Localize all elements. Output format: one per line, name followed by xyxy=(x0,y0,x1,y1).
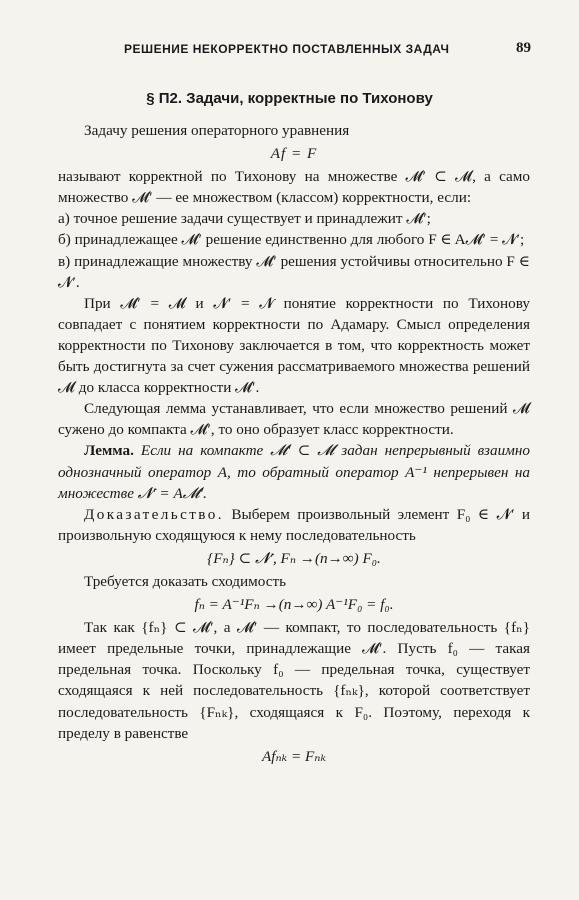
paragraph-hadamard: При 𝓜′ = 𝓜 и 𝓝′ = 𝓝 понятие корректности по Тихонову совпадает с понятием корректности по Адамару. Смысл определения корректности по Тихонову заключается в том, что корректность может быть достигнута за счет сужения рассматриваемого множества решений 𝓜 до класса корректности 𝓜′. xyxy=(58,294,530,397)
paragraph-intro: Задачу решения операторного уравнения xyxy=(84,122,350,139)
page-header xyxy=(64,40,531,62)
condition-b: б) принадлежащее 𝓜′ решение единственно для любого F ∈ A𝓜′ = 𝓝′; xyxy=(58,231,525,249)
page-number: 89 xyxy=(516,40,531,56)
equation-af-f: Af = F xyxy=(270,145,318,163)
proof-text: Выберем произвольный элемент F₀ ∈ 𝓝′ и произвольную сходящуюся к нему последовательность xyxy=(58,505,530,544)
paragraph-lemma-intro: Следующая лемма устанавливает, что если множество решений 𝓜 сужено до компакта 𝓜′, то оно образует класс корректности. xyxy=(58,400,530,439)
running-title: РЕШЕНИЕ НЕКОРРЕКТНО ПОСТАВЛЕННЫХ ЗАДАЧ xyxy=(124,42,450,56)
proof-label: Доказательство. xyxy=(84,505,224,523)
page-body xyxy=(58,120,530,769)
section-title: § П2. Задачи, корректные по Тихонову xyxy=(146,90,433,107)
paragraph-definition: называют корректной по Тихонову на множестве 𝓜′ ⊂ 𝓜, а само множество 𝓜′ — ее множеством (классом) корректности, если: xyxy=(58,168,530,207)
condition-c: в) принадлежащие множеству 𝓜′ решения устойчивы относительно F ∈ 𝓝′. xyxy=(58,252,530,291)
condition-a: а) точное решение задачи существует и принадлежит 𝓜′; xyxy=(58,210,431,228)
proof xyxy=(58,504,530,546)
paragraph-convergence: Требуется доказать сходимость xyxy=(84,572,287,590)
lemma xyxy=(58,440,530,503)
equation-inverse: fₙ = A⁻¹Fₙ →(n→∞) A⁻¹F₀ = f₀. xyxy=(194,596,394,614)
equation-sequence: {Fₙ} ⊂ 𝓝′, Fₙ →(n→∞) F₀. xyxy=(207,549,381,567)
paragraph-compact: Так как {fₙ} ⊂ 𝓜′, а 𝓜′ — компакт, то последовательность {fₙ} имеет предельные точки, принадлежащие 𝓜′. Пусть f₀ — такая предельная точка. Поскольку f₀ — предельная точка, существует сходящаяся к ней последовательность {fₙₖ}, которой соответствует последовательность {Fₙₖ}, сходящаяся к F₀. Поэтому, переходя к пределу в равенстве xyxy=(58,619,530,742)
lemma-text: Если на компакте 𝓜′ ⊂ 𝓜 задан непрерывный взаимно однозначный оператор A, то обратный оператор A⁻¹ непрерывен на множестве 𝓝′ = A𝓜′. xyxy=(58,442,530,502)
lemma-label: Лемма. xyxy=(84,442,134,460)
equation-subsequence: Afₙₖ = Fₙₖ xyxy=(261,747,326,765)
